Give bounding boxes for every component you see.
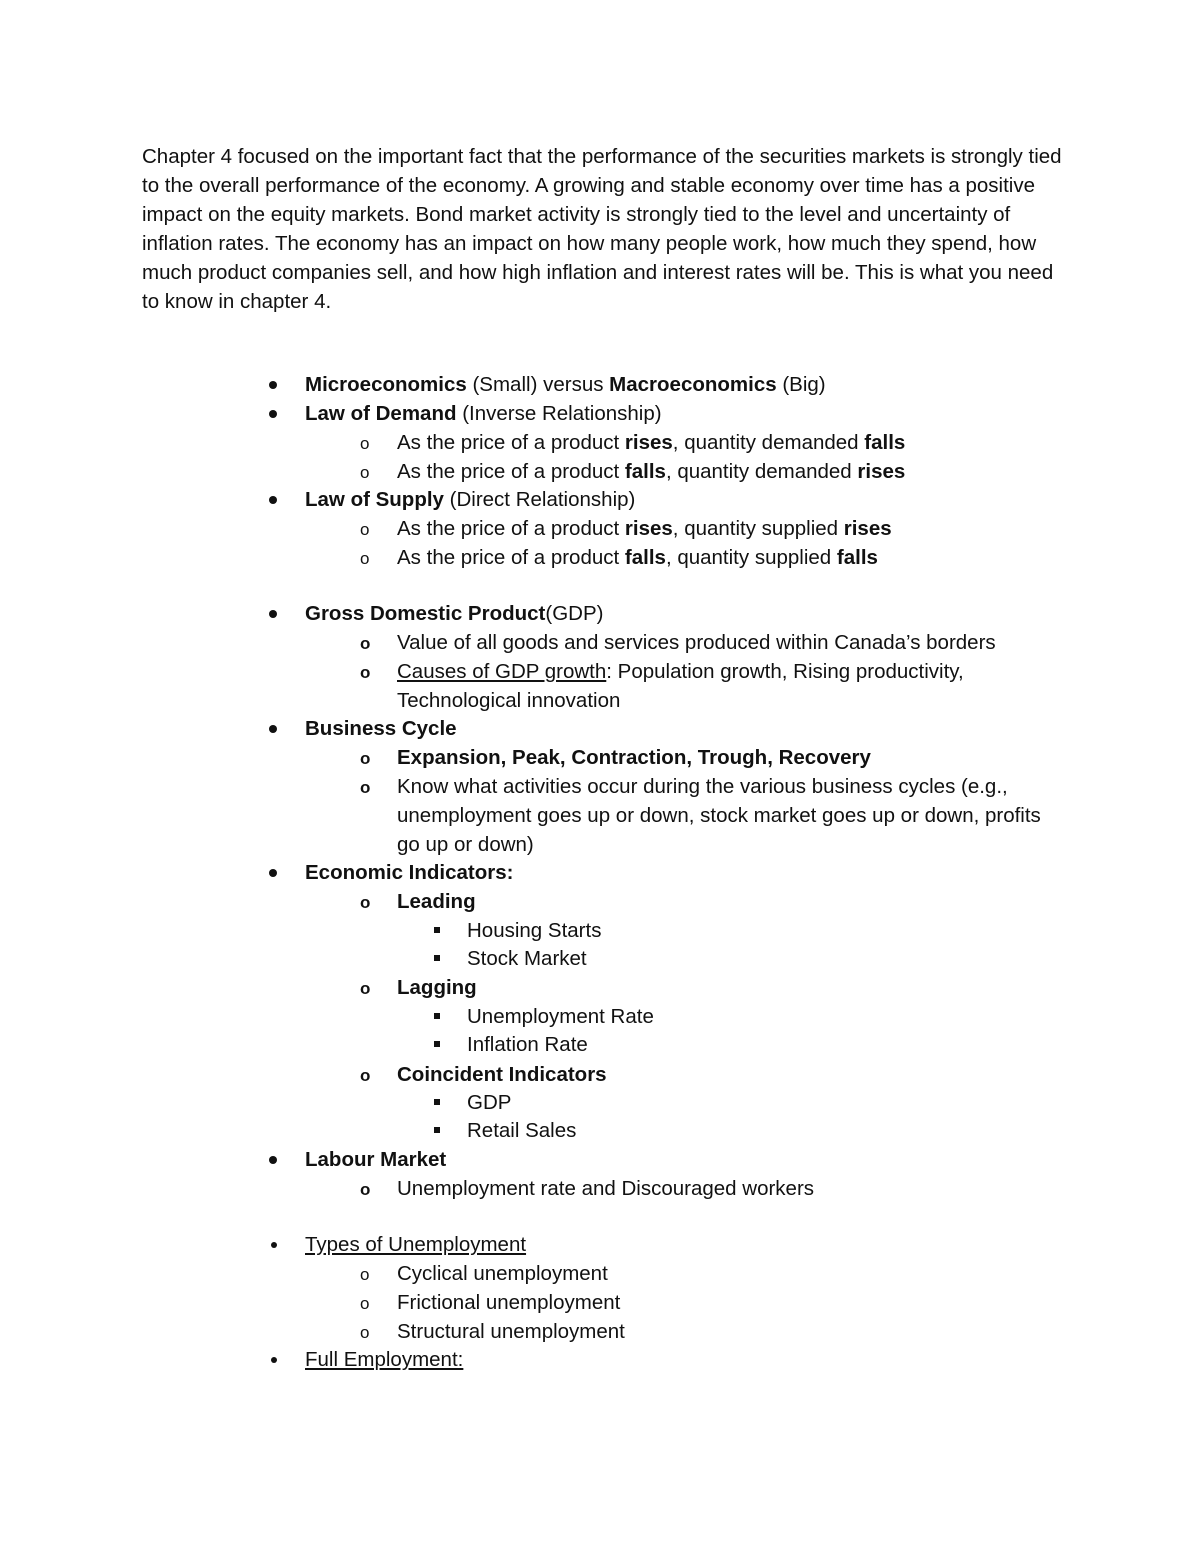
list-item-frictional: Frictional unemployment <box>397 1291 621 1314</box>
sub-bullet-marker: o <box>360 463 370 482</box>
square-bullet <box>434 1041 440 1047</box>
sub-bullet-marker: o <box>360 893 371 912</box>
sub-bullet-marker: o <box>360 520 370 539</box>
list-item-structural: Structural unemployment <box>397 1320 625 1343</box>
list-item-unemployment-rate: Unemployment Rate <box>467 1005 654 1028</box>
sub-bullet-marker: o <box>360 1066 371 1085</box>
sub-bullet-marker: o <box>360 749 371 768</box>
list-item-gdp-indicator: GDP <box>467 1091 512 1114</box>
list-item-gdp: Gross Domestic Product(GDP) <box>305 602 604 625</box>
list-item-lagging: Lagging <box>397 976 477 999</box>
list-item-gdp-2: Causes of GDP growth: Population growth, Rising productivity, <box>397 660 964 683</box>
bullet-dot <box>269 1156 277 1164</box>
bullet-dot <box>271 1357 277 1363</box>
list-item-demand-2: As the price of a product falls, quantity demanded rises <box>397 460 906 483</box>
list-item-inflation-rate: Inflation Rate <box>467 1033 588 1056</box>
bullet-dot <box>269 496 277 504</box>
list-item-demand: Law of Demand (Inverse Relationship) <box>305 402 662 425</box>
list-item-labour-1: Unemployment rate and Discouraged workers <box>397 1177 815 1200</box>
list-item-labour: Labour Market <box>305 1148 447 1171</box>
sub-bullet-marker: o <box>360 1265 370 1284</box>
list-item-supply-1: As the price of a product rises, quantity supplied rises <box>397 517 892 540</box>
list-item-coincident: Coincident Indicators <box>397 1063 607 1086</box>
list-item-unemployment-types: Types of Unemployment <box>305 1233 527 1256</box>
sub-bullet-marker: o <box>360 634 371 653</box>
bullet-dot <box>269 725 277 733</box>
bullet-dot <box>269 869 277 877</box>
list-item-cycle: Business Cycle <box>305 717 457 740</box>
list-item-housing-starts: Housing Starts <box>467 919 602 942</box>
list-item-retail-sales: Retail Sales <box>467 1119 577 1142</box>
square-bullet <box>434 927 440 933</box>
list-item-full-employment: Full Employment: <box>305 1348 464 1371</box>
list-item-leading: Leading <box>397 890 476 913</box>
square-bullet <box>434 1099 440 1105</box>
list-item-cyclical: Cyclical unemployment <box>397 1262 608 1285</box>
sub-bullet-marker: o <box>360 1323 370 1342</box>
list-item-supply-2: As the price of a product falls, quantity supplied falls <box>397 546 878 569</box>
list-item-cycle-1: Expansion, Peak, Contraction, Trough, Recovery <box>397 746 871 769</box>
intro-paragraph: Chapter 4 focused on the important fact that the performance of the securities markets is strongly tied to the overall performance of the economy. A growing and stable economy over time has a positive impact on the equity markets. Bond market activity is strongly tied to the level and uncertainty of inflation rates. The economy has an impact on how many people work, how much they spend, how much product companies sell, and how high inflation and interest rates will be. This is what you need to know in chapter 4. <box>142 145 1062 313</box>
list-item-indicators: Economic Indicators: <box>305 861 514 884</box>
list-item-gdp-1: Value of all goods and services produced within Canada’s borders <box>397 631 996 654</box>
sub-bullet-marker: o <box>360 778 371 797</box>
list-item-micro: Microeconomics (Small) versus Macroeconomics (Big) <box>305 373 826 396</box>
bullet-dot <box>269 610 277 618</box>
square-bullet <box>434 1013 440 1019</box>
square-bullet <box>434 1127 440 1133</box>
sub-bullet-marker: o <box>360 549 370 568</box>
square-bullet <box>434 955 440 961</box>
bullet-dot <box>269 381 277 389</box>
sub-bullet-marker: o <box>360 1180 371 1199</box>
sub-bullet-marker: o <box>360 663 371 682</box>
list-item-stock-market: Stock Market <box>467 947 587 970</box>
sub-bullet-marker: o <box>360 979 371 998</box>
bullet-dot <box>271 1242 277 1248</box>
list-item-demand-1: As the price of a product rises, quantity demanded falls <box>397 431 906 454</box>
sub-bullet-marker: o <box>360 434 370 453</box>
list-item-cycle-2: Know what activities occur during the various business cycles (e.g., unemployment goes up or down, stock market goes up or down, profits go up or down) <box>397 775 1041 856</box>
list-item-gdp-2-cont: Technological innovation <box>397 689 621 712</box>
sub-bullet-marker: o <box>360 1294 370 1313</box>
bullet-dot <box>269 410 277 418</box>
list-item-supply: Law of Supply (Direct Relationship) <box>305 488 636 511</box>
